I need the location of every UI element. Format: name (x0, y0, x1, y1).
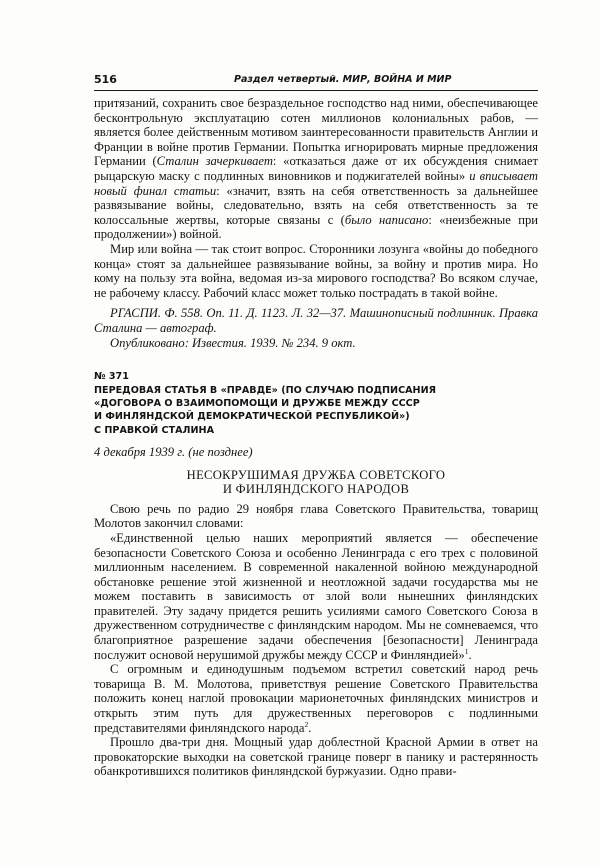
document-heading-block (94, 370, 538, 437)
article-title-line: НЕСОКРУШИМАЯ ДРУЖБА СОВЕТСКОГО (186, 467, 446, 482)
document-title-line: «ДОГОВОРА О ВЗАИМОПОМОЩИ И ДРУЖБЕ МЕЖДУ СССР (94, 397, 420, 409)
page-body (94, 96, 538, 779)
document-number: № 371 (94, 371, 129, 383)
article-paragraph-2: С огромным и единодушным подъемом встретил советский народ речь товарища В. М. Молотова, приветствуя решение Советского Правительства положить конец наглой провокации марионеточных финляндских министров и открыть этим путь для дружественных переговоров с подлинными представителями финляндского народа$^2$. (94, 662, 538, 735)
publication-reference: Опубликовано: Известия. 1939. № 234. 9 окт. (110, 335, 356, 350)
continuation-paragraph-1: притязаний, сохранить свое безраздельное господство над ними, обеспечивающее бесконтрольную эксплуатацию сотен миллионов колониальных рабов, — является более действенным мотивом заинтересованности правительств Англии и Франции в войне против Германии. Попытка игнорировать мирные предложения Германии (Сталин зачеркивает: «отказаться даже от их обсуждения снимает рыцарскую маску с подлинных виновников и поджигателей войны» и вписывает новый финал статьи: «значит, взять на себя ответственность за дальнейшее развязывание войны, следовательно, взять на себя ответственность за те колоссальные жертвы, которые связаны с (было написано: «неизбежные при продолжении») войной. (94, 96, 539, 242)
footnote-marker: 2 (304, 719, 309, 729)
article-title (94, 468, 538, 496)
archival-reference: РГАСПИ. Ф. 558. Оп. 11. Д. 1123. Л. 32—37. Машинописный подлинник. Правка Сталина — автограф. (94, 306, 538, 335)
continuation-paragraph-2: Мир или война — так стоит вопрос. Сторонники лозунга «войны до победного конца» стоят за дальнейшее развязывание войны, за войну и против мира. Но кому на пользу эта война, ведомая из-за мирового господства? Во всяком случае, не рабочему классу. Рабочий класс может только пострадать в такой войне. (94, 241, 538, 300)
article-paragraph-1: Свою речь по радио 29 ноября глава Советского Правительства, товарищ Молотов закончил словами: (94, 501, 538, 531)
editorial-note-inserted: и вписывает новый финал статьи (94, 168, 538, 198)
document-title-line: С ПРАВКОЙ СТАЛИНА (94, 424, 215, 436)
article-quote: «Единственной целью наших мероприятий является — обеспечение безопасности Советского Союза и особенно Ленинграда с его трех с половиной миллионным населением. В современной накаленной войною международной обстановке решение этой жизненной и неотложной задачи государства мы не можем поставить в зависимость от злой воли нынешних финляндских правителей. Эту задачу придется решить усилиями самого Советского Союза в дружественном сотрудничестве с финляндским народом. Мы не сомневаемся, что благоприятное разрешение задачи обеспечения [безопасности] Ленинграда послужит основой нерушимой дружбы между СССР и Финляндией»$^1$. (94, 530, 538, 662)
article-title-line: И ФИНЛЯНДСКОГО НАРОДОВ (222, 481, 410, 496)
document-title-line: ПЕРЕДОВАЯ СТАТЬЯ В «ПРАВДЕ» (ПО СЛУЧАЮ ПОДПИСАНИЯ (94, 384, 437, 396)
header-rule (94, 90, 538, 91)
footnote-marker: 1 (464, 646, 469, 656)
editorial-note-struck: Сталин зачеркивает (156, 154, 273, 169)
document-date: 4 декабря 1939 г. (не позднее) (94, 445, 253, 460)
article-paragraph-3: Прошло два-три дня. Мощный удар доблестной Красной Армии в ответ на провокаторские выходки на советской границе поверг в панику и растерянность обанкротившихся политиков финляндской буржуазии. Одно прави- (94, 735, 538, 779)
page-header (94, 72, 538, 88)
document-title-line: И ФИНЛЯНДСКОЙ ДЕМОКРАТИЧЕСКОЙ РЕСПУБЛИКОЙ») (94, 411, 410, 423)
editorial-note-original: было написано (344, 212, 429, 227)
page-number: 516 (94, 73, 117, 86)
running-title: Раздел четвертый. МИР, ВОЙНА И МИР (234, 74, 452, 85)
